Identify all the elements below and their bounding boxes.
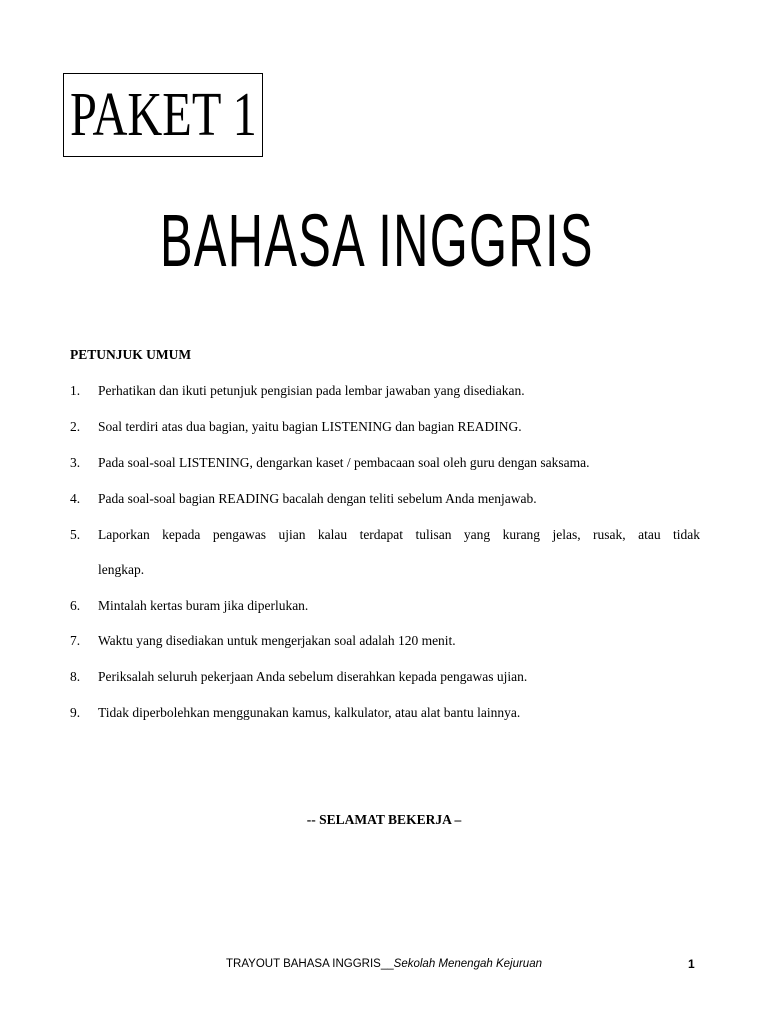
instruction-text: Perhatikan dan ikuti petunjuk pengisian pada lembar jawaban yang disediakan. [98, 383, 525, 398]
instruction-number: 5. [70, 527, 81, 542]
instruction-number: 3. [70, 455, 81, 470]
footer-school: Sekolah Menengah Kejuruan [393, 958, 542, 970]
closing-message: -- SELAMAT BEKERJA – [306, 812, 462, 827]
page-title: BAHASA INGGRIS [160, 199, 594, 282]
instruction-text: Waktu yang disediakan untuk mengerjakan soal adalah 120 menit. [98, 633, 456, 648]
instruction-text: Pada soal-soal bagian READING bacalah dengan teliti sebelum Anda menjawab. [98, 491, 537, 506]
page-number: 1 [688, 957, 695, 971]
instruction-text: Mintalah kertas buram jika diperlukan. [98, 598, 309, 613]
instruction-number: 7. [70, 633, 81, 648]
instruction-continuation: lengkap. [98, 562, 145, 577]
instruction-number: 4. [70, 491, 81, 506]
page-footer [0, 956, 768, 972]
instruction-number: 9. [70, 705, 81, 720]
instruction-number: 1. [70, 383, 81, 398]
instruction-text: Periksalah seluruh pekerjaan Anda sebelum diserahkan kepada pengawas ujian. [98, 669, 528, 684]
instruction-text: Laporkan kepada pengawas ujian kalau terdapat tulisan yang kurang jelas, rusak, atau tidak [98, 527, 700, 542]
instruction-text: Tidak diperbolehkan menggunakan kamus, kalkulator, atau alat bantu lainnya. [98, 705, 521, 720]
instruction-text: Pada soal-soal LISTENING, dengarkan kaset / pembacaan soal oleh guru dengan saksama. [98, 455, 590, 470]
paket-label: PAKET 1 [70, 81, 257, 149]
section-heading: PETUNJUK UMUM [70, 347, 192, 362]
footer-title: TRAYOUT BAHASA INGGRIS__ [226, 958, 394, 970]
instruction-number: 2. [70, 419, 81, 434]
instruction-number: 6. [70, 598, 81, 613]
instruction-number: 8. [70, 669, 81, 684]
paket-box [63, 73, 263, 157]
instruction-text: Soal terdiri atas dua bagian, yaitu bagian LISTENING dan bagian READING. [98, 419, 522, 434]
